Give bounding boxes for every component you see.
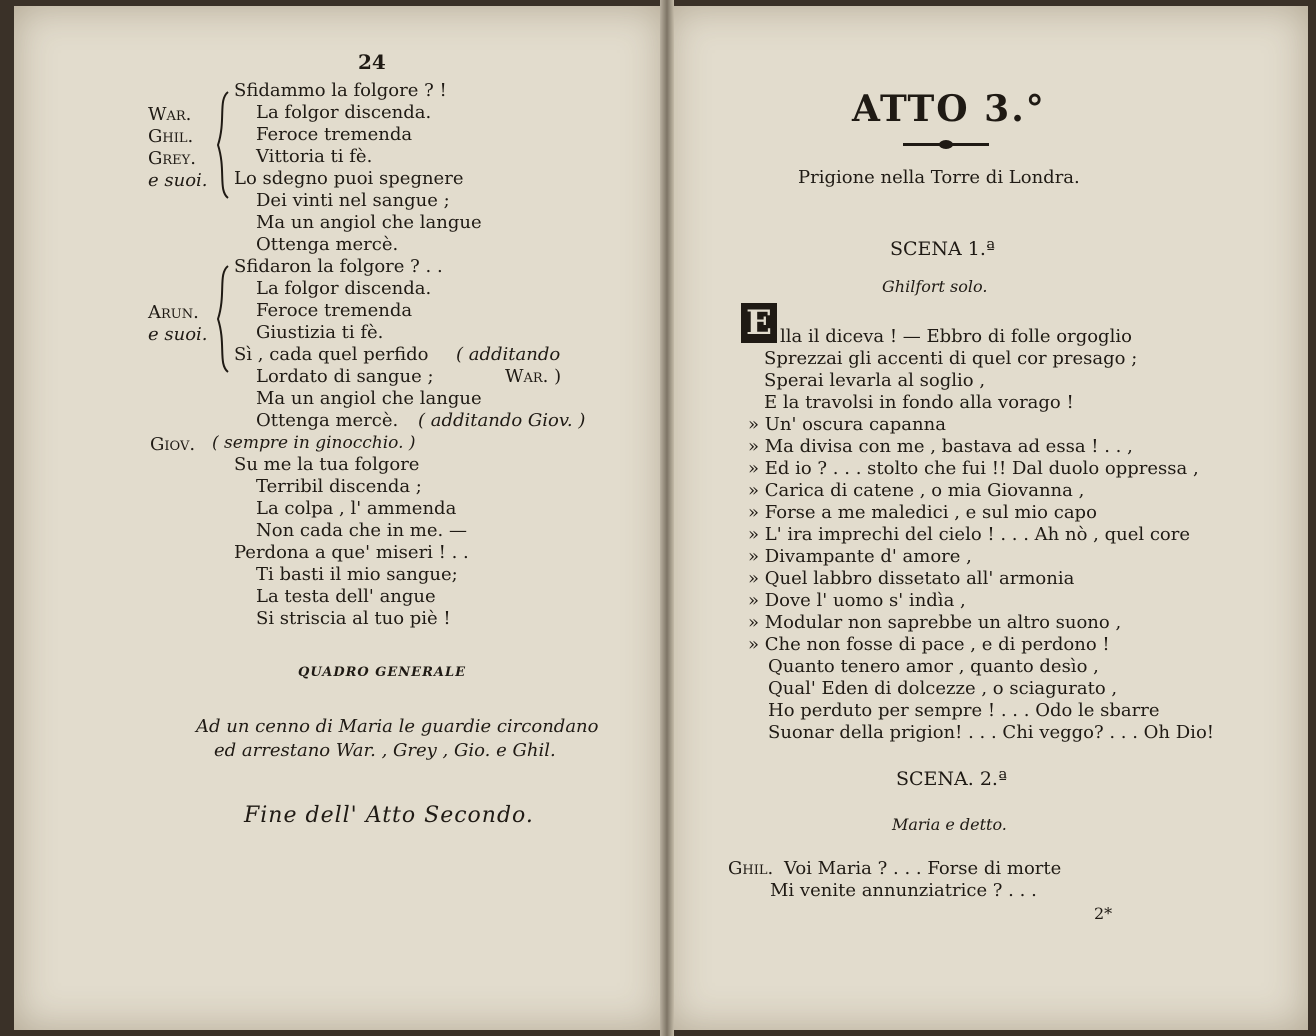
verse-line: Feroce tremenda	[256, 300, 413, 321]
verse-line: Ti basti il mio sangue;	[256, 564, 458, 585]
verse-line: » L' ira imprechi del cielo ! . . . Ah nò , quel core	[748, 524, 1191, 545]
stage-direction: ( additando Giov. )	[418, 410, 586, 431]
end-of-act: Fine dell' Atto Secondo.	[244, 803, 534, 828]
verse-line: Mi venite annunziatrice ? . . .	[770, 880, 1037, 901]
verse-line: Quanto tenero amor , quanto desìo ,	[768, 656, 1099, 677]
speaker-label: War.	[148, 104, 192, 125]
verse-line: La colpa , l' ammenda	[256, 498, 457, 519]
verse-line: Dei vinti nel sangue ;	[256, 190, 450, 211]
verse-line: La testa dell' angue	[256, 586, 436, 607]
verse-line: Sprezzai gli accenti di quel cor presago ;	[764, 348, 1138, 369]
quadro-heading: QUADRO GENERALE	[298, 665, 467, 680]
scene-heading: SCENA 1.ª	[890, 238, 995, 260]
stage-direction: ( additando	[456, 344, 561, 365]
verse-line: Perdona a que' miseri ! . .	[234, 542, 469, 563]
verse-line: » Forse a me maledici , e sul mio capo	[748, 502, 1097, 523]
verse-line: Vittoria ti fè.	[256, 146, 373, 167]
verse-line: Lordato di sangue ;	[256, 366, 434, 387]
book-gutter	[660, 0, 674, 1036]
verse-line: » Divampante d' amore ,	[748, 546, 972, 567]
verse-line: Qual' Eden di dolcezze , o sciagurato ,	[768, 678, 1118, 699]
verse-line: » Quel labbro dissetato all' armonia	[748, 568, 1075, 589]
drop-cap: E	[741, 303, 777, 343]
stage-direction: War. )	[505, 366, 562, 387]
verse-line: Ho perduto per sempre ! . . . Odo le sbarre	[768, 700, 1160, 721]
verse-line: Sì , cada quel perfido	[234, 344, 429, 365]
scene-heading: SCENA. 2.ª	[896, 768, 1008, 790]
verse-line: Non cada che in me. —	[256, 520, 467, 541]
stage-direction: Ad un cenno di Maria le guardie circondano	[196, 716, 599, 737]
verse-line: Si striscia al tuo piè !	[256, 608, 451, 629]
verse-line: E la travolsi in fondo alla vorago !	[764, 392, 1074, 413]
scene-characters: Ghilfort solo.	[882, 277, 988, 296]
speaker-label: e suoi.	[148, 170, 208, 191]
verse-line: » Un' oscura capanna	[748, 414, 946, 435]
stage-direction: ( sempre in ginocchio. )	[212, 433, 416, 453]
verse-line: La folgor discenda.	[256, 102, 432, 123]
verse-line: Giustizia ti fè.	[256, 322, 384, 343]
scene-characters: Maria e detto.	[892, 815, 1007, 834]
verse-line: » Che non fosse di pace , e di perdono !	[748, 634, 1110, 655]
verse-line: » Modular non saprebbe un altro suono ,	[748, 612, 1122, 633]
verse-line: » Ed io ? . . . stolto che fui !! Dal duolo oppressa ,	[748, 458, 1199, 479]
speaker-label: Ghil.	[728, 858, 774, 879]
verse-line: Sperai levarla al soglio ,	[764, 370, 986, 391]
setting: Prigione nella Torre di Londra.	[798, 167, 1080, 188]
verse-line: Su me la tua folgore	[234, 454, 420, 475]
ornament-rule	[903, 143, 989, 146]
verse-line: Sfidammo la folgore ? !	[234, 80, 447, 101]
speaker-label: Giov.	[150, 434, 196, 455]
brace-icon	[212, 90, 236, 200]
act-title: ATTO 3.°	[852, 88, 1046, 130]
verse-line: Voi Maria ? . . . Forse di morte	[784, 858, 1062, 879]
verse-line: lla il diceva ! — Ebbro di folle orgoglio	[780, 326, 1132, 347]
speaker-label: Arun.	[148, 302, 199, 323]
speaker-label: Grey.	[148, 148, 196, 169]
verse-line: » Ma divisa con me , bastava ad essa ! . . ,	[748, 436, 1133, 457]
verse-line: » Carica di catene , o mia Giovanna ,	[748, 480, 1085, 501]
verse-line: » Dove l' uomo s' indìa ,	[748, 590, 966, 611]
verse-line: Sfidaron la folgore ? . .	[234, 256, 443, 277]
verse-line: Terribil discenda ;	[256, 476, 422, 497]
brace-icon	[212, 264, 236, 374]
page-number: 24	[358, 50, 386, 74]
speaker-label: Ghil.	[148, 126, 194, 147]
verse-line: Feroce tremenda	[256, 124, 413, 145]
speaker-label: e suoi.	[148, 324, 208, 345]
verse-line: La folgor discenda.	[256, 278, 432, 299]
verse-line: Ma un angiol che langue	[256, 212, 482, 233]
verse-line: Ottenga mercè.	[256, 234, 399, 255]
verse-line: Ma un angiol che langue	[256, 388, 482, 409]
verse-line: Suonar della prigion! . . . Chi veggo? . . . Oh Dio!	[768, 722, 1215, 743]
stage-direction: ed arrestano War. , Grey , Gio. e Ghil.	[214, 740, 556, 761]
verse-line: Ottenga mercè.	[256, 410, 399, 431]
verse-line: Lo sdegno puoi spegnere	[234, 168, 464, 189]
signature-mark: 2*	[1094, 904, 1113, 923]
